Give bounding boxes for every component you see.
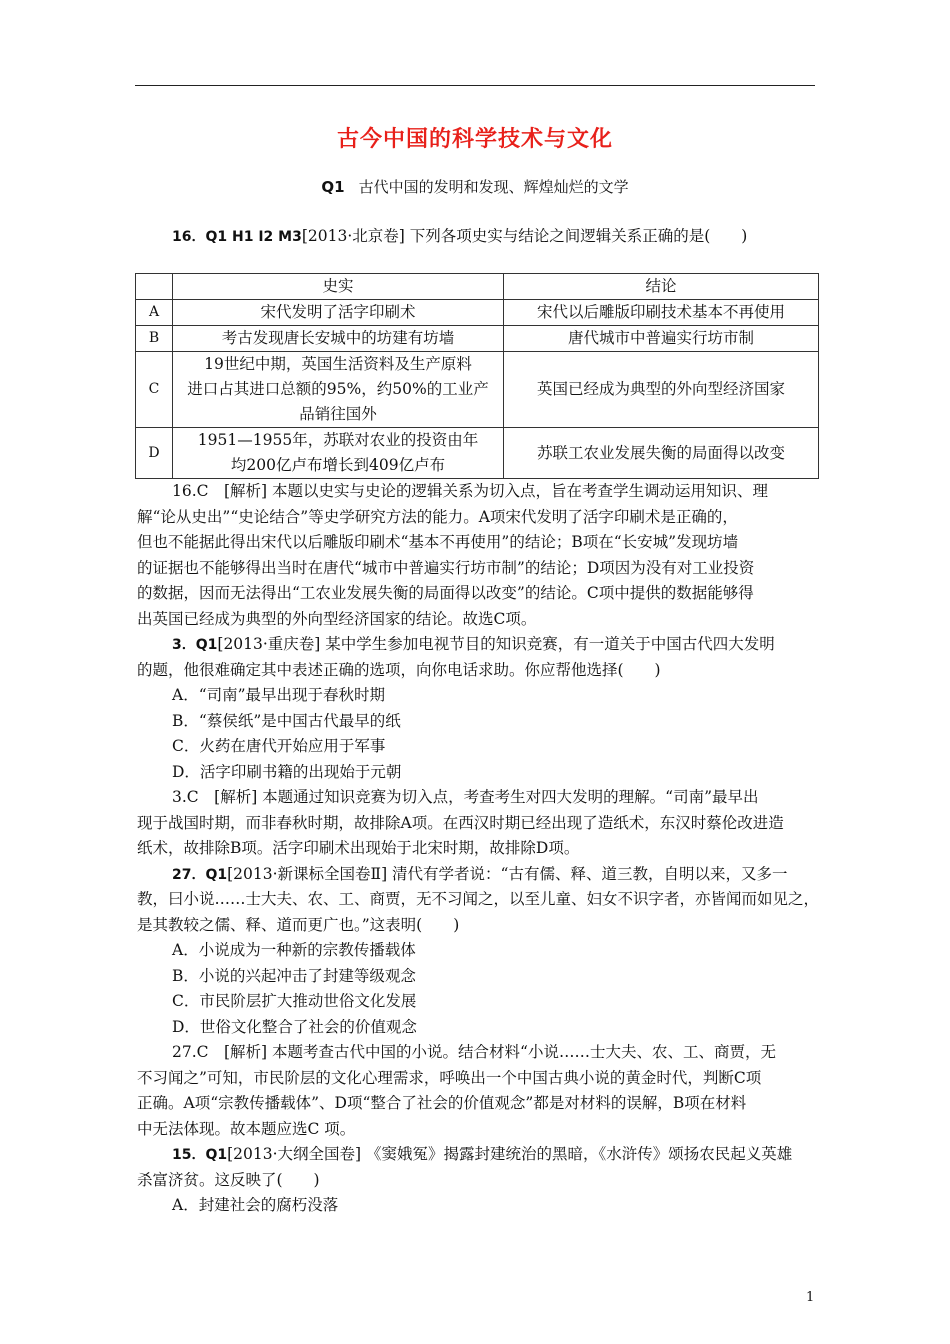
question-label: 3．Q1 — [172, 637, 218, 653]
table-row — [136, 300, 819, 326]
row-key: D — [136, 428, 173, 479]
question-text: [2013·大纲全国卷] 《窦娥冤》揭露封建统治的黑暗，《水浒传》颂扬农民起义英雄 — [227, 1145, 793, 1163]
question-15-stem-cont: 杀富济贫。这反映了( ) — [137, 1171, 320, 1189]
answer-27-line: 27.C [解析] 本题考查古代中国的小说。结合材料“小说……士大夫、农、工、商贾，无 — [172, 1043, 776, 1061]
question-label: 16．Q1 H1 I2 M3 — [172, 229, 302, 245]
fact-line: 19世纪中期，英国生活资料及生产原料 — [204, 355, 472, 373]
option-b: B．“蔡侯纸”是中国古代最早的纸 — [172, 712, 401, 730]
question-source: [2013·北京卷] — [301, 227, 405, 245]
row-conclusion: 唐代城市中普遍实行坊市制 — [504, 326, 819, 352]
row-fact — [173, 352, 504, 428]
row-fact — [173, 300, 504, 326]
option-c: C．市民阶层扩大推动世俗文化发展 — [172, 992, 417, 1010]
question-16-stem — [172, 224, 747, 251]
question-27-stem-cont: 教，曰小说……士大夫、农、工、商贾，无不习闻之，以至儿童、妇女不识字者，亦皆闻而如见之， — [137, 890, 820, 908]
fact-conclusion-table — [135, 273, 819, 479]
answer-3-line: 3.C [解析] 本题通过知识竞赛为切入点，考查考生对四大发明的理解。“司南”最早出 — [172, 788, 759, 806]
answer-16-line: 16.C [解析] 本题以史实与史论的逻辑关系为切入点，旨在考查学生调动运用知识、理 — [172, 482, 769, 500]
option-a: A．封建社会的腐朽没落 — [172, 1196, 339, 1214]
question-label: 27．Q1 — [172, 867, 228, 883]
question-3-stem — [172, 632, 775, 659]
question-3-stem-cont: 的题，他很难确定其中表述正确的选项，向你电话求助。你应帮他选择( ) — [137, 661, 661, 679]
row-conclusion: 苏联工农业发展失衡的局面得以改变 — [504, 428, 819, 479]
answer-3-line: 纸术，故排除B项。活字印刷术出现始于北宋时期，故排除D项。 — [137, 839, 580, 857]
question-15-stem — [172, 1142, 792, 1169]
page-number: 1 — [806, 1290, 815, 1305]
row-fact — [173, 428, 504, 479]
option-a: A．小说成为一种新的宗教传播载体 — [172, 941, 416, 959]
option-c: C．火药在唐代开始应用于军事 — [172, 737, 386, 755]
answer-27-line: 不习闻之”可知，市民阶层的文化心理需求，呼唤出一个中国古典小说的黄金时代，判断C项 — [137, 1069, 762, 1087]
row-key: A — [136, 300, 173, 326]
answer-27-line: 正确。A项“宗教传播载体”、D项“整合了社会的价值观念”都是对材料的误解，B项在材料 — [137, 1094, 747, 1112]
question-27-stem-cont: 是其教较之儒、释、道而更广也。”这表明( ) — [137, 916, 460, 934]
row-key: C — [136, 352, 173, 428]
table-row — [136, 326, 819, 352]
page-title: 古今中国的科学技术与文化 — [336, 126, 613, 152]
fact-line: 进口占其进口总额的95%，约50%的工业产 — [187, 380, 489, 398]
answer-3-line: 现于战国时期，而非春秋时期，故排除A项。在西汉时期已经出现了造纸术，东汉时蔡伦改进造 — [137, 814, 784, 832]
option-d: D．活字印刷书籍的出现始于元朝 — [172, 763, 402, 781]
header-rule — [135, 85, 815, 86]
answer-16-line: 但也不能据此得出宋代以后雕版印刷术“基本不再使用”的结论；B项在“长安城”发现坊墙 — [137, 533, 739, 551]
question-label: 15．Q1 — [172, 1147, 228, 1163]
row-conclusion: 宋代以后雕版印刷技术基本不再使用 — [504, 300, 819, 326]
fact-line: 宋代发明了活字印刷术 — [260, 303, 416, 321]
table-row — [136, 428, 819, 479]
question-text: 下列各项史实与结论之间逻辑关系正确的是( ) — [409, 227, 748, 245]
table-header-fact: 史实 — [173, 274, 504, 300]
option-a: A．“司南”最早出现于春秋时期 — [172, 686, 386, 704]
answer-16-line: 的证据也不能够得出当时在唐代“城市中普遍实行坊市制”的结论；D项因为没有对工业投资 — [137, 559, 755, 577]
section-code: Q1 — [321, 178, 345, 196]
option-b: B．小说的兴起冲击了封建等级观念 — [172, 967, 416, 985]
answer-16-line: 出英国已经成为典型的外向型经济国家的结论。故选C项。 — [137, 610, 537, 628]
fact-line: 1951—1955年，苏联对农业的投资由年 — [197, 431, 479, 449]
table-header-key — [136, 274, 173, 300]
row-fact — [173, 326, 504, 352]
answer-16-line: 的数据，因而无法得出“工农业发展失衡的局面得以改变”的结论。C项中提供的数据能够得 — [137, 584, 754, 602]
table-header-row — [136, 274, 819, 300]
row-key: B — [136, 326, 173, 352]
table-row — [136, 352, 819, 428]
question-text: [2013·重庆卷] 某中学生参加电视节目的知识竞赛，有一道关于中国古代四大发明 — [217, 635, 775, 653]
answer-27-line: 中无法体现。故本题应选C 项。 — [137, 1120, 356, 1138]
fact-line: 品销往国外 — [299, 405, 377, 423]
question-27-stem — [172, 862, 787, 889]
answer-16-line: 解“论从史出”“史论结合”等史学研究方法的能力。A项宋代发明了活字印刷术是正确的， — [137, 508, 738, 526]
question-text: [2013·新课标全国卷Ⅱ] 清代有学者说：“古有儒、释、道三教，自明以来，又多一 — [227, 865, 788, 883]
fact-line: 均200亿卢布增长到409亿卢布 — [230, 456, 446, 474]
section-subtitle — [0, 176, 950, 197]
option-d: D．世俗文化整合了社会的价值观念 — [172, 1018, 417, 1036]
row-conclusion: 英国已经成为典型的外向型经济国家 — [504, 352, 819, 428]
table-header-conclusion: 结论 — [504, 274, 819, 300]
section-heading: 古代中国的发明和发现、辉煌灿烂的文学 — [358, 178, 629, 196]
fact-line: 考古发现唐长安城中的坊建有坊墙 — [221, 329, 455, 347]
